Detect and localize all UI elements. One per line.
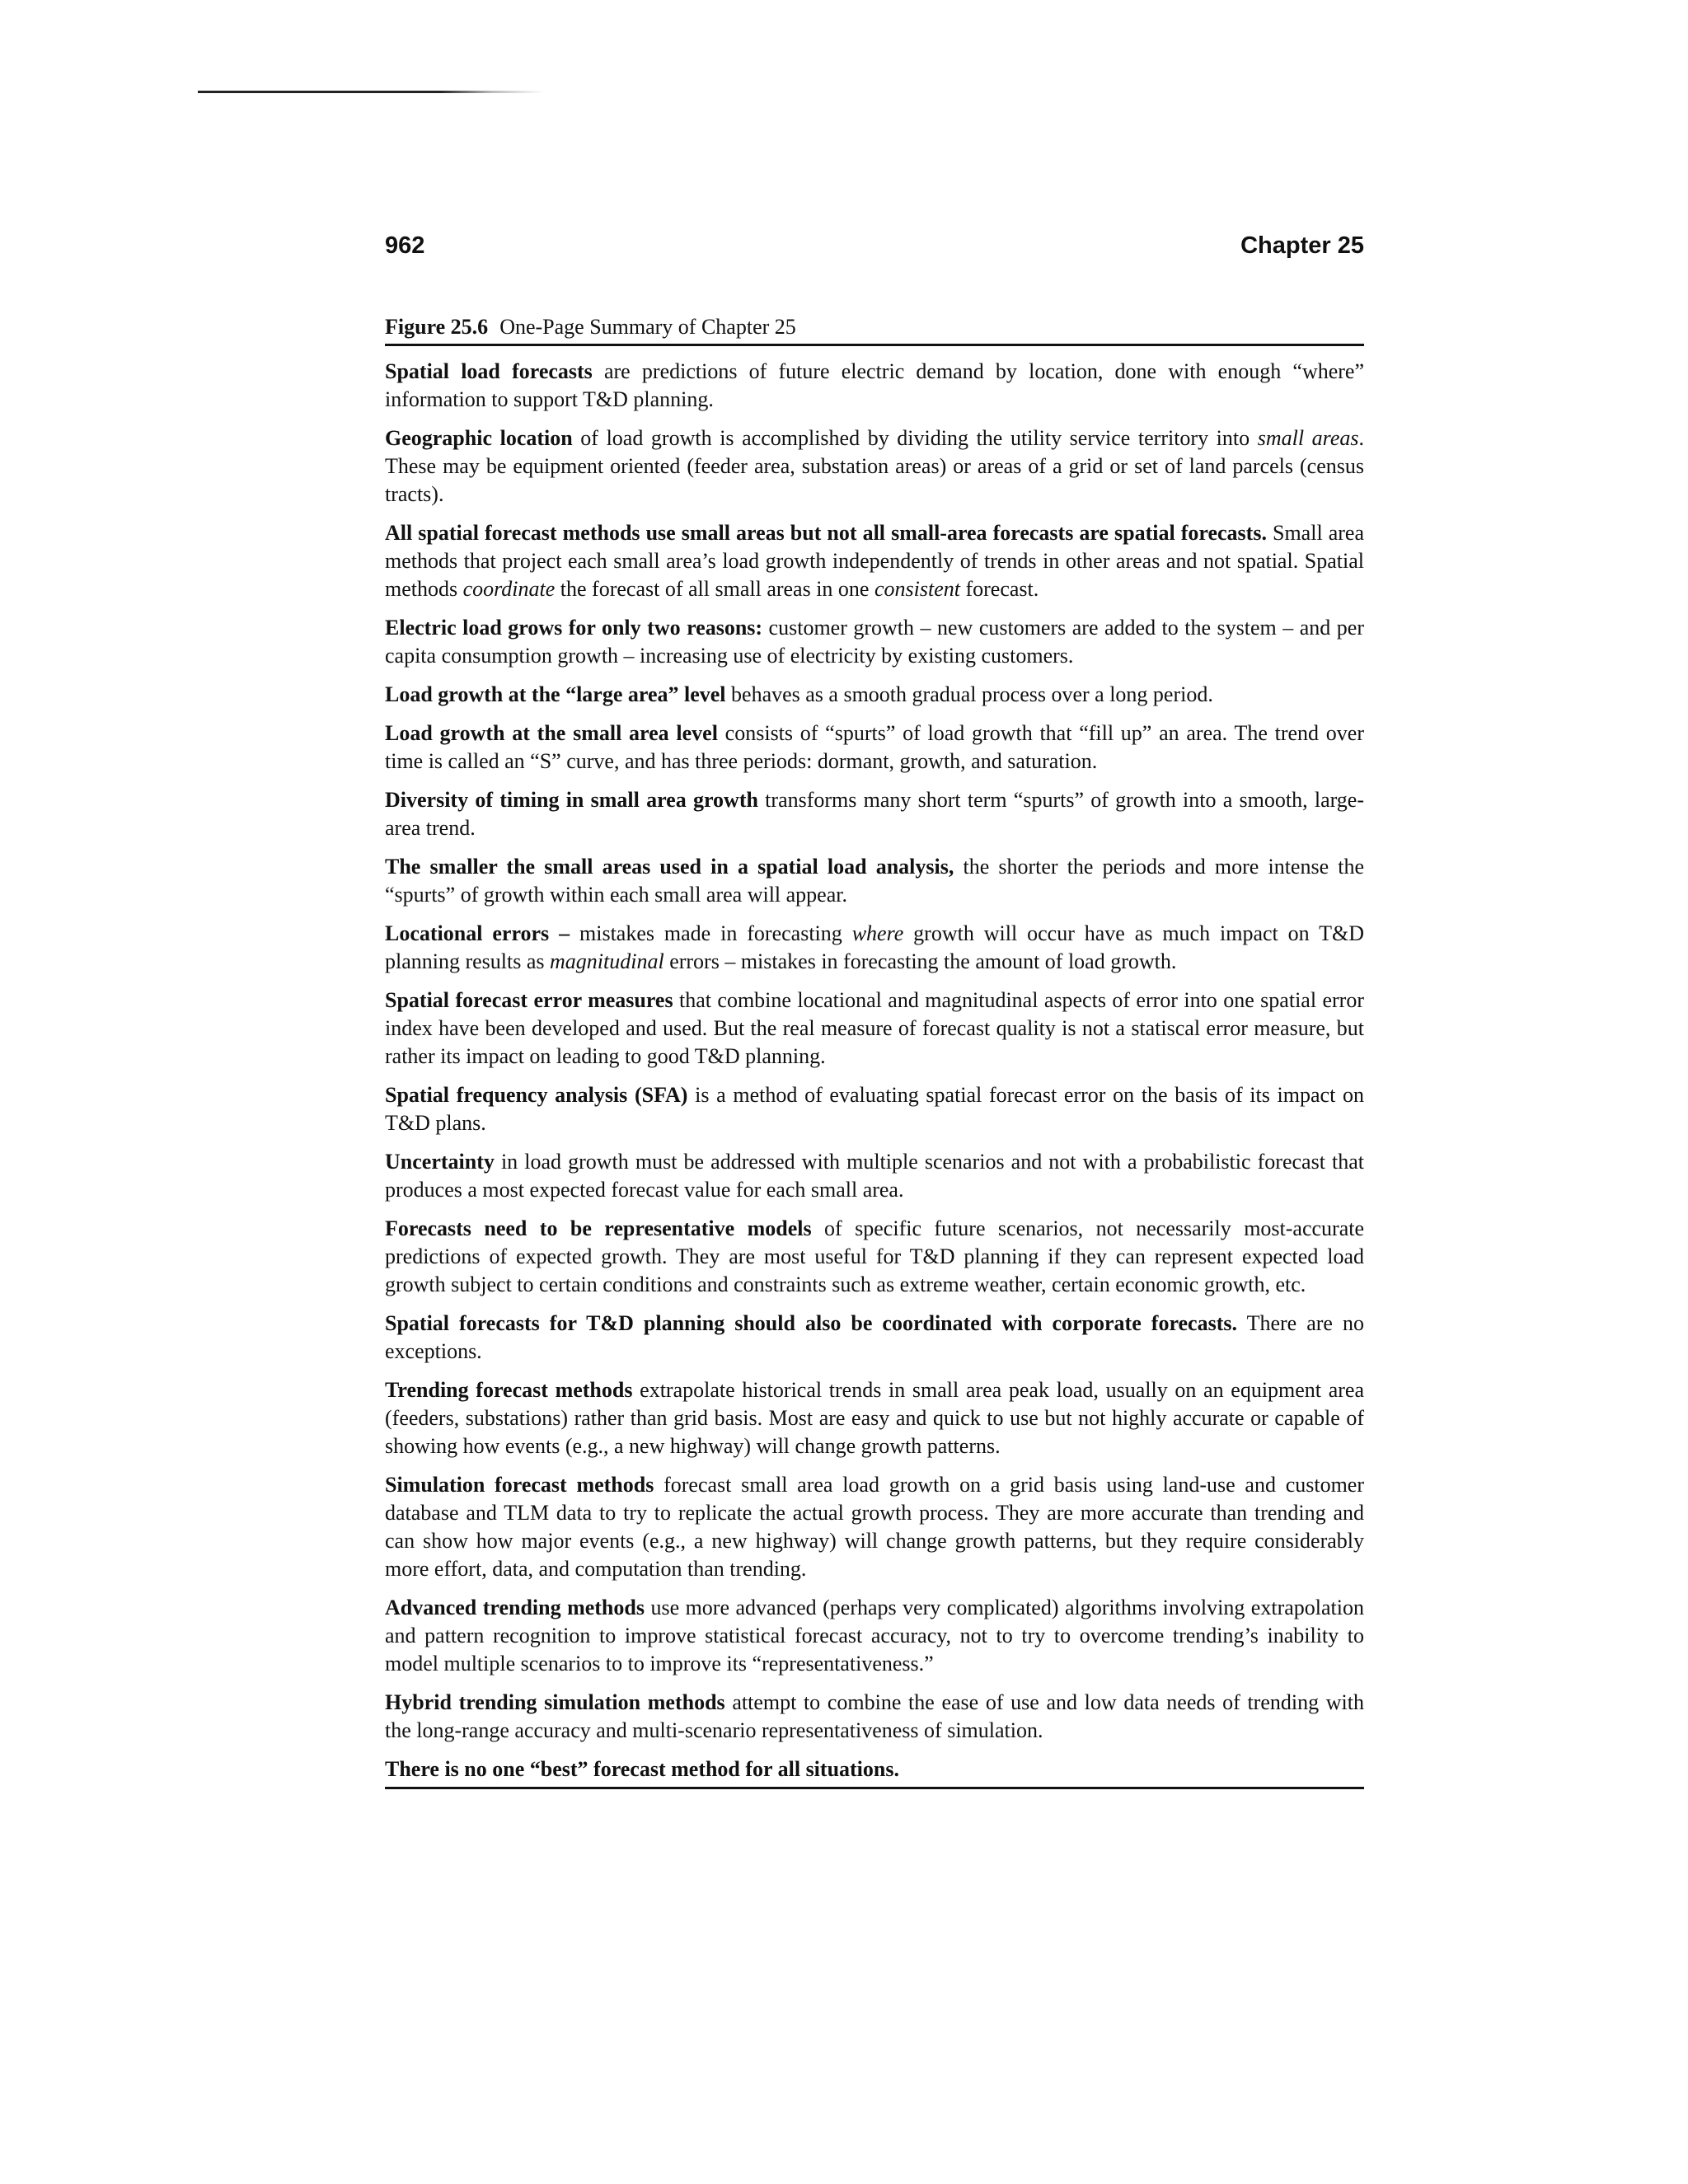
summary-paragraph bbox=[385, 1310, 1364, 1366]
summary-paragraph bbox=[385, 614, 1364, 670]
paragraph-text: that combine locational and magnitudinal aspects of error into one spatial error index have been developed and used. But the real measure of forecast quality is not a statiscal error measure, but rather its impact on leading to good T&D planning. bbox=[385, 988, 1364, 1068]
figure-caption bbox=[385, 313, 1364, 346]
paragraph-text: attempt to combine the ease of use and low data needs of trending with the long-range accuracy and multi-scenario representativeness of simulation. bbox=[385, 1690, 1364, 1742]
paragraph-lead: Spatial forecast error measures bbox=[385, 988, 673, 1012]
figure-summary-box bbox=[385, 313, 1364, 1789]
paragraph-lead: The smaller the small areas used in a spatial load analysis, bbox=[385, 855, 954, 879]
summary-paragraph bbox=[385, 1471, 1364, 1583]
paragraph-lead: All spatial forecast methods use small areas but not all small-area forecasts are spatial forecasts. bbox=[385, 521, 1267, 545]
running-header bbox=[385, 232, 1364, 265]
paragraph-text: the forecast of all small areas in one bbox=[555, 577, 874, 601]
paragraph-text: transforms many short term “spurts” of growth into a smooth, large-area trend. bbox=[385, 788, 1364, 840]
paragraph-emphasis: magnitudinal bbox=[550, 949, 664, 973]
summary-paragraph bbox=[385, 1689, 1364, 1745]
paragraph-emphasis: consistent bbox=[874, 577, 960, 601]
paragraph-text: in load growth must be addressed with multiple scenarios and not with a probabilistic forecast that produces a most expected forecast value for each small area. bbox=[385, 1150, 1364, 1202]
summary-paragraph bbox=[385, 920, 1364, 976]
summary-paragraph bbox=[385, 519, 1364, 603]
summary-paragraph bbox=[385, 424, 1364, 509]
paragraph-text: forecast small area load growth on a grid basis using land-use and customer database and TLM data to try to replicate the actual growth process. They are more accurate than trending and can show how major events (e.g., a new highway) will change growth patterns, but they require considerably more effort, data, and computation than trending. bbox=[385, 1473, 1364, 1581]
paragraph-text: growth will occur have as much impact on T&D planning results as bbox=[385, 921, 1364, 973]
paragraph-text: of load growth is accomplished by dividing the utility service territory into bbox=[572, 426, 1258, 450]
chapter-label: Chapter 25 bbox=[1240, 232, 1364, 259]
figure-title: One-Page Summary of Chapter 25 bbox=[499, 315, 796, 339]
paragraph-text: mistakes made in forecasting bbox=[570, 921, 852, 945]
paragraph-text: use more advanced (perhaps very complicated) algorithms involving extrapolation and pattern recognition to improve statistical forecast accuracy, not to try to overcome trending’s inability to model multiple scenarios to to improve its “representativeness.” bbox=[385, 1596, 1364, 1675]
paragraph-lead: Locational errors – bbox=[385, 921, 570, 945]
paragraph-lead: Diversity of timing in small area growth bbox=[385, 788, 758, 812]
paragraph-lead: Spatial frequency analysis (SFA) bbox=[385, 1083, 688, 1107]
paragraph-lead: Spatial forecasts for T&D planning should also be coordinated with corporate forecasts. bbox=[385, 1311, 1237, 1335]
paragraph-text: is a method of evaluating spatial forecast error on the basis of its impact on T&D plans. bbox=[385, 1083, 1364, 1135]
page-number: 962 bbox=[385, 232, 425, 259]
summary-paragraph bbox=[385, 681, 1364, 709]
paragraph-text: behaves as a smooth gradual process over a long period. bbox=[725, 682, 1213, 706]
summary-paragraph bbox=[385, 1081, 1364, 1137]
paragraph-lead: Forecasts need to be representative models bbox=[385, 1216, 812, 1240]
summary-paragraphs bbox=[385, 358, 1364, 1745]
summary-paragraph bbox=[385, 786, 1364, 842]
summary-paragraph bbox=[385, 853, 1364, 909]
paragraph-lead: Load growth at the small area level bbox=[385, 721, 718, 745]
paragraph-lead: Uncertainty bbox=[385, 1150, 495, 1174]
summary-paragraph bbox=[385, 719, 1364, 776]
paragraph-lead: Electric load grows for only two reasons: bbox=[385, 616, 763, 640]
paragraph-text: extrapolate historical trends in small area peak load, usually on an equipment area (feeders, substations) rather than grid basis. Most are easy and quick to use but not highly accurate or capable of showing how events (e.g., a new highway) will change growth patterns. bbox=[385, 1378, 1364, 1458]
paragraph-lead: Trending forecast methods bbox=[385, 1378, 633, 1402]
paragraph-lead: Simulation forecast methods bbox=[385, 1473, 654, 1497]
paragraph-text: There are no exceptions. bbox=[385, 1311, 1364, 1363]
paragraph-lead: Geographic location bbox=[385, 426, 573, 450]
paragraph-text: customer growth – new customers are added to the system – and per capita consumption growth – increasing use of electricity by existing customers. bbox=[385, 616, 1364, 668]
figure-label: Figure 25.6 bbox=[385, 315, 489, 339]
top-margin-rule bbox=[198, 91, 544, 93]
paragraph-text: Small area methods that project each small area’s load growth independently of trends in other areas and not spatial. Spatial methods bbox=[385, 521, 1364, 601]
paragraph-emphasis: small areas bbox=[1257, 426, 1359, 450]
paragraph-text: of specific future scenarios, not necessarily most-accurate predictions of expected growth. They are most useful for T&D planning if they can represent expected load growth subject to certain conditions and constraints such as extreme weather, certain economic growth, etc. bbox=[385, 1216, 1364, 1296]
paragraph-lead: Load growth at the “large area” level bbox=[385, 682, 726, 706]
summary-paragraph bbox=[385, 1148, 1364, 1204]
paragraph-emphasis: where bbox=[851, 921, 904, 945]
paragraph-text: forecast. bbox=[959, 577, 1039, 601]
paragraph-text: errors – mistakes in forecasting the amount of load growth. bbox=[663, 949, 1177, 973]
paragraph-lead: Hybrid trending simulation methods bbox=[385, 1690, 725, 1714]
paragraph-lead: Advanced trending methods bbox=[385, 1596, 645, 1619]
closing-statement: There is no one “best” forecast method for all situations. bbox=[385, 1755, 1364, 1789]
paragraph-text: are predictions of future electric demand by location, done with enough “where” information to support T&D planning. bbox=[385, 359, 1364, 411]
paragraph-text: consists of “spurts” of load growth that “fill up” an area. The trend over time is called an “S” curve, and has three periods: dormant, growth, and saturation. bbox=[385, 721, 1364, 773]
paragraph-lead: Spatial load forecasts bbox=[385, 359, 593, 383]
summary-paragraph bbox=[385, 1594, 1364, 1678]
summary-paragraph bbox=[385, 1376, 1364, 1460]
summary-paragraph bbox=[385, 987, 1364, 1071]
paragraph-text: the shorter the periods and more intense the “spurts” of growth within each small area will appear. bbox=[385, 855, 1365, 907]
summary-paragraph bbox=[385, 358, 1364, 414]
paragraph-text: . These may be equipment oriented (feeder area, substation areas) or areas of a grid or set of land parcels (census tracts). bbox=[385, 426, 1364, 506]
paragraph-emphasis: coordinate bbox=[462, 577, 556, 601]
summary-paragraph bbox=[385, 1215, 1364, 1299]
